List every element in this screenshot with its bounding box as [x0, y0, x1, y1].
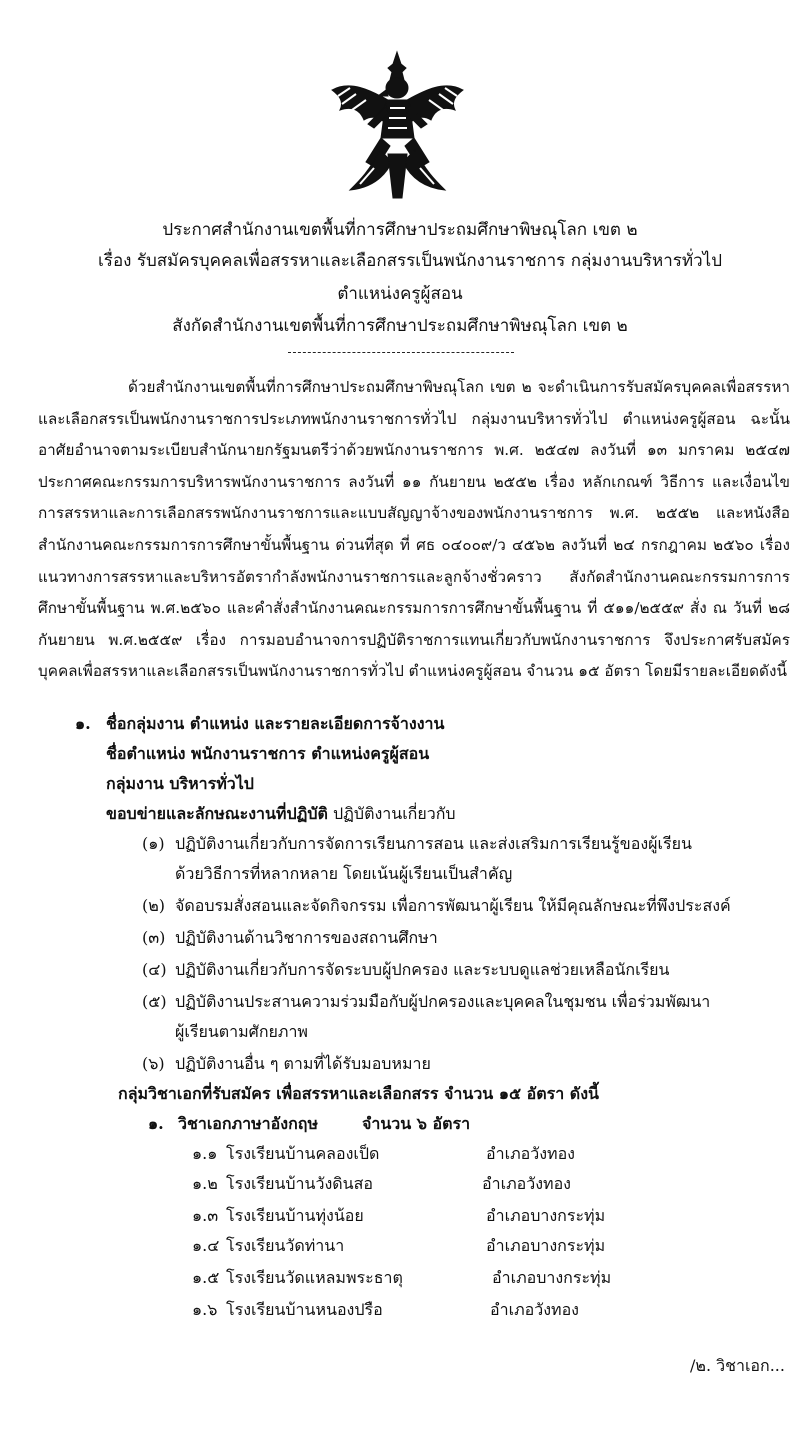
header-affiliation-line: สังกัดสำนักงานเขตพื้นที่การศึกษาประถมศึกษาพิษณุโลก เขต ๒: [172, 316, 628, 336]
duty-2-text: จัดอบรมสั่งสอนและจัดกิจกรรม เพื่อการพัฒนาผู้เรียน ให้มีคุณลักษณะที่พึงประสงค์: [175, 896, 731, 915]
school-1-name: โรงเรียนบ้านคลองเป็ด: [226, 1144, 380, 1163]
header-subject-line: เรื่อง รับสมัครบุคคลเพื่อสรรหาและเลือกสรรเป็นพนักงานราชการ กลุ่มงานบริหารทั่วไป: [98, 251, 722, 271]
group-line: กลุ่มงาน บริหารทั่วไป: [106, 774, 254, 793]
duty-1-continuation: ด้วยวิธีการที่หลากหลาย โดยเน้นผู้เรียนเป็นสำคัญ: [175, 864, 513, 883]
school-1-district: อำเภอวังทอง: [486, 1144, 575, 1163]
major-1-number: ๑.: [148, 1114, 164, 1133]
school-3-name: โรงเรียนบ้านทุ่งน้อย: [226, 1206, 364, 1225]
school-5-district: อำเภอบางกระทุ่ม: [492, 1268, 612, 1287]
school-2-district: อำเภอวังทอง: [482, 1174, 571, 1193]
duty-4-number: (๔): [142, 960, 167, 979]
garuda-emblem-icon: [330, 50, 465, 200]
duty-5-number: (๕): [142, 992, 167, 1011]
school-1-number: ๑.๑: [192, 1144, 218, 1163]
intro-paragraph: ด้วยสำนักงานเขตพื้นที่การศึกษาประถมศึกษาพิษณุโลก เขต ๒ จะดำเนินการรับสมัครบุคคลเพื่อสรรหาและเลือกสรรเป็นพนักงานราชการประเภทพนักงานราชการทั่วไป กลุ่มงานบริหารทั่วไป ตำแหน่งครูผู้สอน ฉะนั้น อาศัยอำนาจตามระเบียบสำนักนายกรัฐมนตรีว่าด้วยพนักงานราชการ พ.ศ. ๒๕๔๗ ลงวันที่ ๑๓ มกราคม ๒๕๔๗ ประกาศคณะกรรมการบริหารพนักงานราชการ ลงวันที่ ๑๑ กันยายน ๒๕๕๒ เรื่อง หลักเกณฑ์ วิธีการ และเงื่อนไขการสรรหาและการเลือกสรรพนักงานราชการและแบบสัญญาจ้างของพนักงานราชการ พ.ศ. ๒๕๕๒ และหนังสือสำนักงานคณะกรรมการการศึกษาขั้นพื้นฐาน ด่วนที่สุด ที่ ศธ ๐๔๐๐๙/ว ๔๕๖๒ ลงวันที่ ๒๔ กรกฎาคม ๒๕๖๐ เรื่อง แนวทางการสรรหาและบริหารอัตรากำลังพนักงานราชการและลูกจ้างชั่วคราว สังกัดสำนักงานคณะกรรมการการศึกษาขั้นพื้นฐาน พ.ศ.๒๕๖๐ และคำสั่งสำนักงานคณะกรรมการการศึกษาขั้นพื้นฐาน ที่ ๕๑๑/๒๕๕๙ สั่ง ณ วันที่ ๒๘ กันยายน พ.ศ.๒๕๕๙ เรื่อง การมอบอำนาจการปฏิบัติราชการแทนเกี่ยวกับพนักงานราชการ จึงประกาศรับสมัครบุคคลเพื่อสรรหาและเลือกสรรเป็นพนักงานราชการทั่วไป ตำแหน่งครูผู้สอน จำนวน ๑๕ อัตรา โดยมีรายละเอียดดังนี้: [38, 378, 790, 681]
header-line-1: ประกาศสำนักงานเขตพื้นที่การศึกษาประถมศึกษาพิษณุโลก เขต ๒: [162, 220, 638, 240]
major-1-count: จำนวน ๖ อัตรา: [362, 1114, 471, 1133]
duty-4-text: ปฏิบัติงานเกี่ยวกับการจัดระบบผู้ปกครอง และระบบดูแลช่วยเหลือนักเรียน: [175, 960, 670, 979]
school-6-number: ๑.๖: [192, 1300, 218, 1319]
continued-next-page: /๒. วิชาเอก...: [690, 1356, 785, 1375]
duty-3-number: (๓): [142, 928, 166, 947]
duty-2-number: (๒): [142, 896, 166, 915]
duty-5-text: ปฏิบัติงานประสานความร่วมมือกับผู้ปกครองและบุคคลในชุมชน เพื่อร่วมพัฒนา: [175, 992, 711, 1011]
scope-line: [106, 802, 456, 827]
school-3-district: อำเภอบางกระทุ่ม: [486, 1206, 606, 1225]
duty-5-continuation: ผู้เรียนตามศักยภาพ: [175, 1022, 308, 1041]
school-3-number: ๑.๓: [192, 1206, 219, 1225]
school-4-number: ๑.๔: [192, 1236, 220, 1255]
scope-text: ปฏิบัติงานเกี่ยวกับ: [333, 804, 456, 823]
major-1-title: วิชาเอกภาษาอังกฤษ: [178, 1114, 318, 1133]
duty-6-text: ปฏิบัติงานอื่น ๆ ตามที่ได้รับมอบหมาย: [175, 1054, 431, 1073]
header-position-line: ตำแหน่งครูผู้สอน: [337, 284, 463, 304]
school-5-name: โรงเรียนวัดแหลมพระธาตุ: [226, 1268, 403, 1287]
majors-heading: กลุ่มวิชาเอกที่รับสมัคร เพื่อสรรหาและเลือกสรร จำนวน ๑๕ อัตรา ดังนี้: [118, 1084, 599, 1103]
section-1-title: ชื่อกลุ่มงาน ตำแหน่ง และรายละเอียดการจ้างงาน: [106, 714, 445, 733]
school-5-number: ๑.๕: [192, 1268, 220, 1287]
school-6-name: โรงเรียนบ้านหนองปรือ: [226, 1300, 383, 1319]
school-6-district: อำเภอวังทอง: [490, 1300, 579, 1319]
section-1-number: ๑.: [75, 714, 91, 733]
school-4-district: อำเภอบางกระทุ่ม: [486, 1236, 606, 1255]
scope-label: ขอบข่ายและลักษณะงานที่ปฏิบัติ: [106, 804, 328, 823]
school-2-name: โรงเรียนบ้านวังดินสอ: [226, 1174, 373, 1193]
position-line: ชื่อตำแหน่ง พนักงานราชการ ตำแหน่งครูผู้สอน: [106, 744, 430, 763]
school-4-name: โรงเรียนวัดท่านา: [226, 1236, 345, 1255]
school-2-number: ๑.๒: [192, 1174, 218, 1193]
duty-3-text: ปฏิบัติงานด้านวิชาการของสถานศึกษา: [175, 928, 438, 947]
header-divider: [288, 352, 514, 353]
duty-1-text: ปฏิบัติงานเกี่ยวกับการจัดการเรียนการสอน และส่งเสริมการเรียนรู้ของผู้เรียน: [175, 834, 692, 853]
duty-1-number: (๑): [142, 834, 165, 853]
duty-6-number: (๖): [142, 1054, 165, 1073]
